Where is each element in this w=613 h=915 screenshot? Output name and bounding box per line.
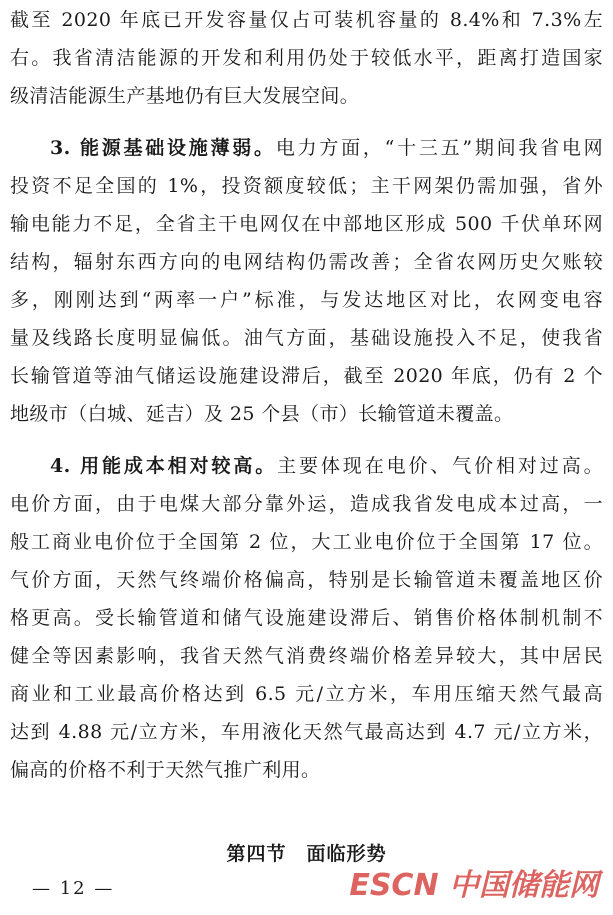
paragraph-line: 截至 2020 年底已开发容量仅占可装机容量的 8.4%和 7.3%左: [10, 9, 603, 31]
paragraph-line: 电价方面，由于电煤大部分靠外运，造成我省发电成本过高，一: [10, 493, 603, 515]
watermark-logo: ESCN 中国储能网: [349, 868, 599, 903]
paragraph-line: 格更高。受长输管道和储气设施建设滞后、销售价格体制机制不: [10, 607, 603, 629]
paragraph-lead: 4. 用能成本相对较高。: [50, 455, 278, 477]
paragraph-line: 般工商业电价位于全国第 2 位，大工业电价位于全国第 17 位。: [10, 531, 603, 553]
paragraph-line: 健全等因素影响，我省天然气消费终端价格差异较大，其中居民: [10, 645, 603, 667]
paragraph-text: 电力方面，“十三五”期间我省电网: [275, 137, 603, 159]
paragraph-line: 结构，辐射东西方向的电网结构仍需改善；全省农网历史欠账较: [10, 251, 603, 273]
paragraph-line: 级清洁能源生产基地仍有巨大发展空间。: [10, 85, 360, 107]
section-title: 第四节 面临形势: [226, 843, 387, 865]
paragraph-line: 右。我省清洁能源的开发和利用仍处于较低水平，距离打造国家: [10, 47, 603, 69]
paragraph-line: 偏高的价格不利于天然气推广利用。: [10, 759, 321, 781]
paragraph-line: 地级市（白城、延吉）及 25 个县（市）长输管道未覆盖。: [10, 403, 514, 425]
paragraph-line: 多，刚刚达到“两率一户”标准，与发达地区对比，农网变电容: [10, 289, 603, 311]
paragraph-line: 气价方面，天然气终端价格偏高，特别是长输管道未覆盖地区价: [10, 569, 603, 591]
paragraph-line: 商业和工业最高价格达到 6.5 元/立方米，车用压缩天然气最高: [10, 683, 603, 705]
paragraph-lead: 3. 能源基础设施薄弱。: [50, 137, 276, 159]
paragraph-line: 量及线路长度明显偏低。油气方面，基础设施投入不足，使我省: [10, 327, 603, 349]
paragraph-line: 达到 4.88 元/立方米，车用液化天然气最高达到 4.7 元/立方米，: [10, 721, 603, 743]
paragraph-text: 主要体现在电价、气价相对过高。: [277, 455, 603, 477]
paragraph-heading-line: [50, 132, 603, 164]
page-number: — 12 —: [32, 878, 115, 899]
paragraph-line: 输电能力不足，全省主干电网仅在中部地区形成 500 千伏单环网: [10, 213, 603, 235]
paragraph-line: 投资不足全国的 1%，投资额度较低；主干网架仍需加强，省外: [10, 175, 603, 197]
paragraph-heading-line: [50, 450, 603, 482]
paragraph-line: 长输管道等油气储运设施建设滞后，截至 2020 年底，仍有 2 个: [10, 365, 603, 387]
